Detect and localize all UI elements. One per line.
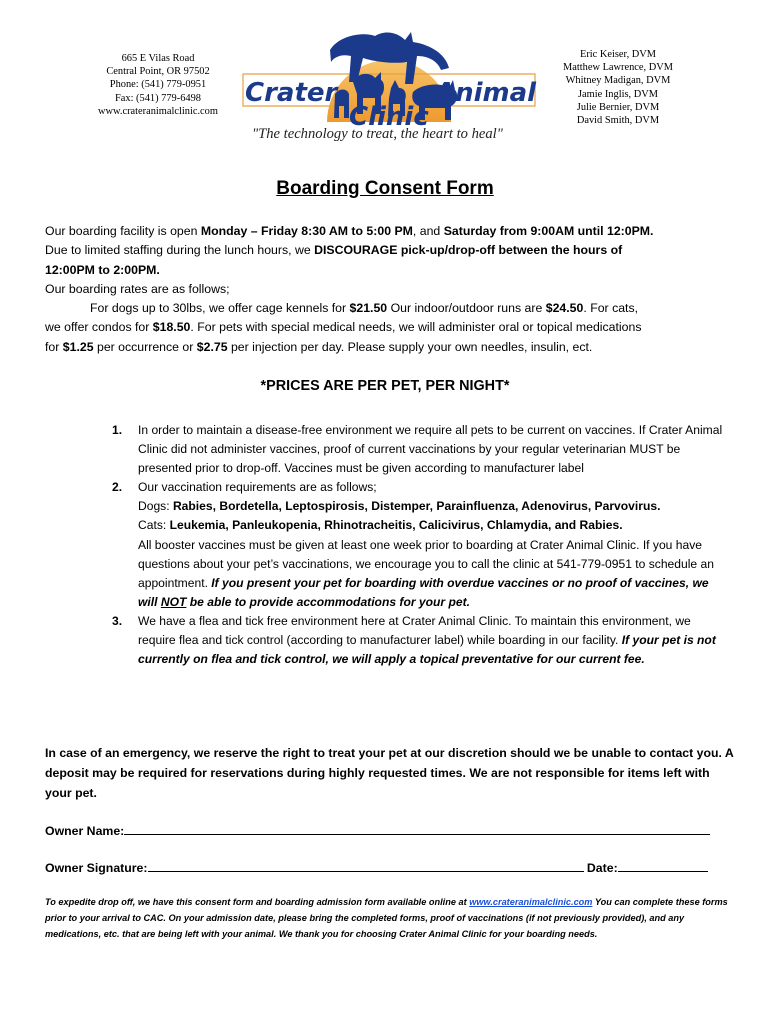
- rates-line: for $1.25 per occurrence or $2.75 per injection per day. Please supply your own needles, insulin, ect.: [45, 339, 593, 354]
- footer-note: To expedite drop off, we have this consent form and boarding admission form available online at www.crateranimalclinic.com You can complete these forms prior to your arrival to CAC. On your admission date, please bring the completed forms, proof of vaccinations (if not previously provided), and any medications, etc. that are being left with your animal. We thank you for choosing Crater Animal Clinic for your boarding needs.: [45, 897, 728, 939]
- clinic-address: [88, 52, 228, 118]
- hours-line: Our boarding facility is open Monday – Friday 8:30 AM to 5:00 PM, and Saturday from 9:00AM until 12:0PM.: [45, 224, 654, 238]
- vet-name: David Smith, DVM: [576, 115, 660, 127]
- logo-word-crater: Crater: [245, 78, 338, 108]
- cat-vaccines: Cats: Leukemia, Panleukopenia, Rhinotracheitis, Calicivirus, Chlamydia, and Rabies.: [138, 518, 623, 533]
- owner-signature-label: Owner Signature:: [45, 861, 148, 875]
- address-line: 665 E Vilas Road: [121, 53, 195, 64]
- form-title: Boarding Consent Form: [276, 178, 494, 199]
- website-line: www.crateranimalclinic.com: [98, 105, 218, 117]
- item-number: 3.: [112, 613, 123, 628]
- website-link[interactable]: www.crateranimalclinic.com: [469, 897, 593, 907]
- dog-vaccines: Dogs: Rabies, Bordetella, Leptospirosis, Distemper, Parainfluenza, Adenovirus, Parvovirus.: [138, 499, 661, 514]
- address-line: Central Point, OR 97502: [106, 66, 210, 78]
- logo-word-animal: Animal: [435, 78, 537, 108]
- item-number: 1.: [112, 423, 123, 437]
- vet-name: Jamie Inglis, DVM: [578, 88, 658, 100]
- clinic-tagline: "The technology to treat, the heart to heal": [252, 126, 503, 142]
- fax-line: Fax: (541) 779-6498: [114, 92, 201, 104]
- list-item: 2. Our vaccination requirements are as follows; Dogs: Rabies, Bordetella, Leptospirosis, Distemper, Parainfluenza, Adenovirus, Parvovirus. Cats: Leukemia, Panleukopenia, Rhinotracheitis, Calicivirus, Chlamydia, and Rabies. All booster vaccines must be given at least one week prior to boarding at Crater Animal Clinic. If you have questions about your pet’s vaccinations, we encourage you to call the clinic at 541-779-0951 to schedule an appointment. If you present your pet for boarding with overdue vaccines or no proof of vaccines, we will NOT be able to provide accommodations for your pet.: [110, 478, 730, 612]
- rates-line: we offer condos for $18.50. For pets with special medical needs, we will administer oral or topical medications: [45, 320, 642, 335]
- owner-name-field[interactable]: [124, 822, 710, 835]
- owner-signature-field[interactable]: [148, 859, 584, 872]
- vet-name: Matthew Lawrence, DVM: [563, 62, 673, 74]
- veterinarian-list: [548, 48, 688, 127]
- rates-line: For dogs up to 30lbs, we offer cage kennels for $21.50 Our indoor/outdoor runs are $24.50. For cats,: [90, 301, 639, 316]
- logo-word-clinic: Clinic: [349, 102, 429, 132]
- prices-note: *PRICES ARE PER PET, PER NIGHT*: [260, 378, 510, 394]
- list-item: 3. We have a flea and tick free environment here at Crater Animal Clinic. To maintain this environment, we require flea and tick control (according to manufacturer label) while boarding in our facility. If your pet is not currently on flea and tick control, we will apply a topical preventative for our current fee.: [112, 613, 716, 667]
- vet-name: Eric Keiser, DVM: [579, 49, 657, 60]
- vet-name: Whitney Madigan, DVM: [565, 75, 671, 87]
- rates-heading: Our boarding rates are as follows;: [45, 281, 230, 296]
- lunch-hours-line: 12:00PM to 2:00PM.: [45, 262, 160, 277]
- item-number: 2.: [112, 480, 123, 495]
- date-field[interactable]: [618, 859, 708, 872]
- emergency-paragraph: In case of an emergency, we reserve the right to treat your pet at our discretion should we be unable to contact you. A deposit may be required for reservations during highly requested times. We are not responsible for items left with your pet.: [45, 746, 734, 800]
- owner-signature-row: [45, 859, 735, 875]
- lunch-line: Due to limited staffing during the lunch hours, we DISCOURAGE pick-up/drop-off between the hours of: [45, 243, 623, 258]
- owner-name-label: Owner Name:: [45, 824, 125, 838]
- owner-name-row: [45, 822, 735, 838]
- date-label: Date:: [586, 861, 618, 875]
- vet-name: Julie Bernier, DVM: [576, 101, 660, 113]
- requirements-list: [110, 421, 730, 669]
- list-item: 1. In order to maintain a disease-free environment we require all pets to be current on vaccines. If Crater Animal Clinic did not administer vaccines, proof of current vaccinations by your regular veterinarian MUST be presented prior to drop-off. Vaccines must be given according to manufacturer label: [112, 423, 723, 476]
- intro-paragraph: [45, 222, 735, 357]
- phone-line: Phone: (541) 779-0951: [109, 79, 207, 91]
